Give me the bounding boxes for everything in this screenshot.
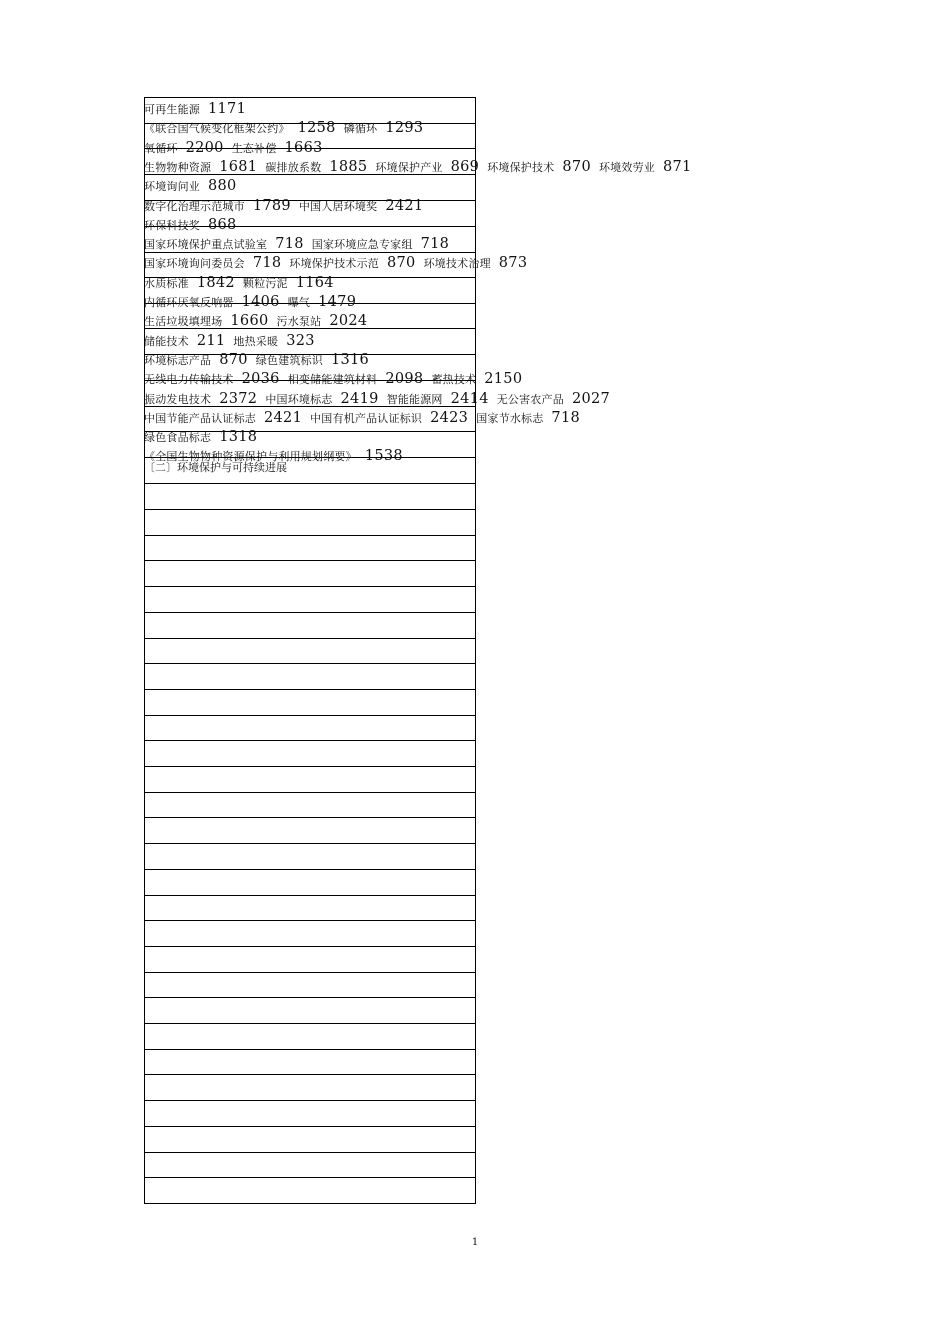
index-page-number: 873 <box>498 255 528 272</box>
table-row-rule <box>144 1049 476 1050</box>
index-term: 碳排放系数 <box>265 160 322 174</box>
index-page-number: 2421 <box>385 197 424 214</box>
table-row-rule <box>144 972 476 973</box>
table-row-rule <box>144 1203 476 1204</box>
index-term: 环境保护技术示范 <box>289 257 379 271</box>
index-term: 蓄热技术 <box>431 373 477 387</box>
index-line <box>144 351 377 367</box>
index-term: 振动发电技术 <box>144 392 212 406</box>
table-row-rule <box>144 535 476 536</box>
index-term: 磷循环 <box>343 122 378 136</box>
index-term: 国家环境保护重点试验室 <box>144 238 268 252</box>
index-term: 环境标志产品 <box>144 353 212 367</box>
index-term: 环境保护产业 <box>375 160 443 174</box>
index-term: 国家环境应急专家组 <box>311 238 413 252</box>
table-row-rule <box>144 560 476 561</box>
index-page-number: 2423 <box>430 409 469 426</box>
index-term: 国家节水标志 <box>476 411 544 425</box>
table-row-rule <box>144 638 476 639</box>
index-term: 数字化治理示范城市 <box>144 199 245 213</box>
index-term: 《联合国气候变化框架公约》 <box>144 122 290 136</box>
index-term: 环保科技奖 <box>144 218 200 232</box>
index-page-number: 870 <box>562 158 591 175</box>
index-term: 无线电力传输技术 <box>144 373 234 387</box>
index-term: 《全国生物物种资源保护与利用规划纲要》 <box>144 450 357 464</box>
table-row-rule <box>144 715 476 716</box>
table-row-rule <box>144 1177 476 1178</box>
table-row-rule <box>144 869 476 870</box>
index-term: 中国节能产品认证标志 <box>144 411 256 425</box>
index-page-number: 2024 <box>329 313 368 330</box>
index-page-number: 1663 <box>284 139 323 156</box>
index-term: 无公害农产品 <box>496 392 564 406</box>
index-page-number: 1479 <box>318 294 357 310</box>
table-row-rule <box>144 483 476 484</box>
index-term: 生物物种资源 <box>144 160 212 174</box>
index-term: 中国有机产品认证标识 <box>310 411 423 425</box>
index-page-number: 2150 <box>484 371 523 388</box>
index-term: 地热采暖 <box>233 334 279 348</box>
table-row-rule <box>144 663 476 664</box>
index-page-number: 1293 <box>385 120 424 137</box>
table-row-rule <box>144 843 476 844</box>
index-page-number: 323 <box>286 332 315 349</box>
index-page-number: 880 <box>208 178 237 195</box>
index-page-number: 1842 <box>196 274 235 291</box>
index-term: 环境效劳业 <box>598 160 655 174</box>
index-page-number: 2414 <box>450 390 489 407</box>
index-line <box>144 409 588 425</box>
table-row-rule <box>144 1074 476 1075</box>
index-page-number: 2200 <box>185 139 224 156</box>
table-row-rule <box>144 689 476 690</box>
table-row-rule <box>144 1152 476 1153</box>
table-row-rule <box>144 1023 476 1024</box>
index-page-number: 1885 <box>329 158 368 175</box>
index-page-number: 868 <box>208 216 237 233</box>
index-page-number: 871 <box>662 158 692 175</box>
index-page-number: 718 <box>551 409 580 426</box>
index-page-number: 1318 <box>219 429 258 446</box>
index-term: 可再生能源 <box>144 103 200 116</box>
index-page-number: 2098 <box>385 371 424 388</box>
index-term: 相变储能建筑材料 <box>287 373 378 387</box>
index-line <box>144 428 265 444</box>
index-page-number: 870 <box>387 255 416 272</box>
index-page-number: 1171 <box>208 101 247 117</box>
index-term: 环境技术治理 <box>423 257 491 271</box>
table-row-rule <box>144 997 476 998</box>
index-line <box>144 254 535 270</box>
index-line <box>144 293 364 309</box>
index-term: 环境询问业 <box>144 180 200 194</box>
table-row-rule <box>144 1126 476 1127</box>
index-term: 水质标准 <box>144 276 189 290</box>
index-page-number: 1164 <box>295 274 334 291</box>
index-page-number: 1789 <box>252 197 291 214</box>
index-term: 曝气 <box>287 296 311 309</box>
index-term: 绿色食品标志 <box>144 431 212 445</box>
index-term: 中国人居环境奖 <box>298 199 378 213</box>
index-page-number: 718 <box>252 255 282 272</box>
table-row-rule <box>144 1100 476 1101</box>
index-line <box>144 370 530 386</box>
index-line <box>144 177 245 193</box>
index-line <box>144 139 331 155</box>
index-line <box>144 235 457 251</box>
table-row-rule <box>144 792 476 793</box>
index-term: 生态补偿 <box>231 141 277 155</box>
index-line <box>144 312 375 328</box>
index-term: 生活垃圾填埋场 <box>144 315 223 329</box>
index-page-number: 2027 <box>571 390 611 407</box>
table-row-rule <box>144 174 476 175</box>
index-page-number: 1316 <box>330 351 370 368</box>
index-page-number: 2036 <box>241 371 280 388</box>
index-term: 氧循环 <box>144 141 178 155</box>
index-page-number: 1538 <box>364 448 403 465</box>
index-page-number: 1681 <box>219 158 258 175</box>
index-term: 污水泵站 <box>276 315 322 329</box>
page-number: 1 <box>471 1237 479 1248</box>
table-row-rule <box>144 766 476 767</box>
table-row-rule <box>144 817 476 818</box>
table-row-rule <box>144 509 476 510</box>
index-line <box>144 274 342 290</box>
index-line <box>144 216 245 232</box>
index-page-number: 2421 <box>264 409 303 426</box>
index-page-number: 718 <box>420 236 450 253</box>
table-row-rule <box>144 946 476 947</box>
index-term: 储能技术 <box>144 334 189 348</box>
index-term: 国家环境询问委员会 <box>144 257 245 271</box>
index-page-number: 211 <box>196 332 226 349</box>
table-row-rule <box>144 586 476 587</box>
index-page-number: 1258 <box>297 120 336 137</box>
index-page-number: 2372 <box>219 390 258 407</box>
table-row-rule <box>144 252 476 253</box>
table-row-rule <box>144 406 476 407</box>
index-term: 智能能源网 <box>386 392 443 406</box>
index-term: 环境保护技术 <box>487 160 555 174</box>
section-heading: 〔二〕环境保护与可持续进展 <box>144 460 287 474</box>
index-line <box>144 197 431 213</box>
index-term: 绿色建筑标识 <box>255 353 323 367</box>
index-line <box>144 158 700 174</box>
table-row-rule <box>144 920 476 921</box>
table-row-rule <box>144 740 476 741</box>
index-page-number: 1660 <box>230 313 269 330</box>
index-line <box>144 119 431 135</box>
index-line <box>144 332 323 348</box>
index-term: 内循环厌氧反响器 <box>144 296 234 309</box>
index-page-number: 870 <box>219 351 248 368</box>
index-line <box>144 100 254 116</box>
table-row-rule <box>144 895 476 896</box>
index-page-number: 1406 <box>241 294 280 310</box>
index-page-number: 718 <box>275 236 304 253</box>
table-row-rule <box>144 612 476 613</box>
index-line <box>144 390 618 406</box>
index-term: 中国环境标志 <box>265 392 333 406</box>
index-page-number: 869 <box>450 158 480 175</box>
index-page-number: 2419 <box>340 390 379 407</box>
index-term: 颗粒污泥 <box>242 276 288 290</box>
